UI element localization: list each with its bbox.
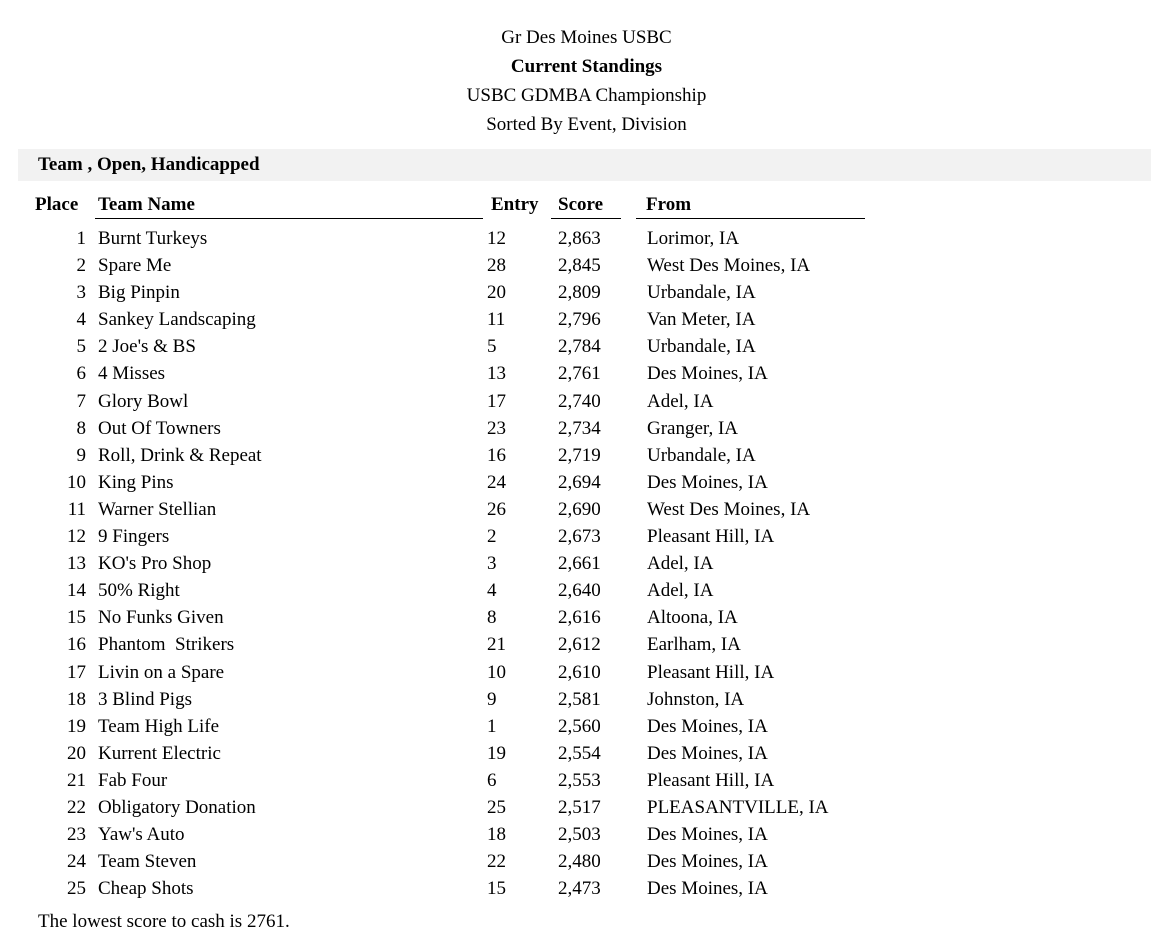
column-header-place: Place (35, 194, 79, 215)
entry-cell: 6 (487, 769, 497, 791)
table-row (0, 713, 1173, 740)
team-name-cell: Warner Stellian (98, 498, 217, 520)
place-cell: 17 (67, 661, 86, 683)
entry-cell: 5 (487, 336, 497, 358)
score-cell: 2,694 (558, 471, 601, 493)
from-cell: Des Moines, IA (647, 715, 768, 737)
table-row (0, 388, 1173, 415)
from-cell: Urbandale, IA (647, 282, 756, 304)
report-title: Current Standings (510, 56, 663, 77)
place-cell: 12 (67, 526, 86, 548)
team-name-cell: 4 Misses (98, 363, 166, 385)
standings-table (0, 225, 1173, 902)
team-name-cell: Phantom Strikers (98, 634, 235, 656)
score-cell: 2,673 (558, 526, 601, 548)
score-cell: 2,863 (558, 228, 601, 249)
score-cell: 2,690 (558, 498, 601, 520)
from-cell: Adel, IA (647, 390, 714, 412)
score-cell: 2,616 (558, 607, 601, 629)
table-row (0, 550, 1173, 577)
from-cell: Des Moines, IA (647, 878, 768, 900)
team-name-cell: KO's Pro Shop (98, 553, 212, 575)
place-cell: 21 (67, 769, 86, 791)
from-cell: PLEASANTVILLE, IA (647, 796, 829, 818)
score-cell: 2,740 (558, 390, 601, 412)
place-cell: 20 (67, 742, 86, 764)
team-name-cell: 50% Right (98, 580, 180, 602)
team-name-cell: No Funks Given (98, 607, 224, 629)
table-row (0, 333, 1173, 360)
place-cell: 11 (67, 498, 86, 520)
entry-cell: 21 (487, 634, 506, 656)
entry-cell: 18 (487, 824, 506, 846)
team-name-cell: Out Of Towners (98, 417, 221, 439)
team-name-cell: Big Pinpin (98, 282, 180, 304)
team-name-cell: Burnt Turkeys (98, 228, 208, 249)
from-cell: Des Moines, IA (647, 851, 768, 873)
from-cell: Granger, IA (647, 417, 739, 439)
table-row (0, 848, 1173, 875)
team-name-cell: Obligatory Donation (98, 796, 256, 818)
report-header (0, 23, 1173, 139)
team-name-cell: Yaw's Auto (98, 824, 185, 846)
team-name-cell: Livin on a Spare (98, 661, 225, 683)
entry-cell: 16 (487, 444, 506, 466)
score-cell: 2,809 (558, 282, 601, 304)
entry-cell: 4 (487, 580, 497, 602)
score-cell: 2,734 (558, 417, 601, 439)
from-cell: Urbandale, IA (647, 444, 756, 466)
column-header-score: Score (558, 194, 604, 215)
table-row (0, 306, 1173, 333)
place-cell: 2 (76, 255, 86, 277)
score-cell: 2,560 (558, 715, 601, 737)
tournament-name: USBC GDMBA Championship (466, 85, 707, 106)
from-underline (636, 218, 865, 219)
entry-cell: 2 (487, 526, 497, 548)
from-cell: Pleasant Hill, IA (647, 661, 775, 683)
column-header-entry: Entry (491, 194, 539, 215)
score-cell: 2,480 (558, 851, 601, 873)
from-cell: Adel, IA (647, 553, 714, 575)
team-name-cell: 2 Joe's & BS (98, 336, 196, 358)
from-cell: Des Moines, IA (647, 363, 768, 385)
team-name-cell: Glory Bowl (98, 390, 189, 412)
place-cell: 8 (76, 417, 86, 439)
table-row (0, 794, 1173, 821)
entry-cell: 11 (487, 309, 506, 331)
score-underline (551, 218, 621, 219)
place-cell: 18 (67, 688, 86, 710)
table-row (0, 442, 1173, 469)
entry-cell: 13 (487, 363, 506, 385)
place-cell: 22 (67, 796, 86, 818)
score-cell: 2,473 (558, 878, 601, 900)
footer-note: The lowest score to cash is 2761. (38, 911, 290, 932)
sort-note: Sorted By Event, Division (486, 114, 687, 135)
place-cell: 24 (67, 851, 86, 873)
from-cell: Des Moines, IA (647, 824, 768, 846)
from-cell: Pleasant Hill, IA (647, 769, 775, 791)
team-name-cell: Cheap Shots (98, 878, 194, 900)
entry-cell: 26 (487, 498, 506, 520)
score-cell: 2,610 (558, 661, 601, 683)
entry-cell: 12 (487, 228, 506, 249)
score-cell: 2,784 (558, 336, 601, 358)
column-header-team-name: Team Name (98, 194, 195, 215)
from-cell: Des Moines, IA (647, 471, 768, 493)
entry-cell: 8 (487, 607, 497, 629)
from-cell: Altoona, IA (647, 607, 738, 629)
place-cell: 9 (76, 444, 86, 466)
table-row (0, 360, 1173, 387)
score-cell: 2,761 (558, 363, 601, 385)
entry-cell: 20 (487, 282, 506, 304)
team-name-cell: 9 Fingers (98, 526, 170, 548)
team-name-cell: Roll, Drink & Repeat (98, 444, 262, 466)
org-name: Gr Des Moines USBC (501, 27, 672, 48)
table-row (0, 767, 1173, 794)
table-row (0, 875, 1173, 902)
score-cell: 2,503 (558, 824, 601, 846)
table-row (0, 252, 1173, 279)
table-row (0, 577, 1173, 604)
entry-cell: 9 (487, 688, 497, 710)
place-cell: 4 (76, 309, 86, 331)
team-name-cell: Sankey Landscaping (98, 309, 256, 331)
place-cell: 16 (67, 634, 86, 656)
table-row (0, 821, 1173, 848)
from-cell: Adel, IA (647, 580, 714, 602)
from-cell: Johnston, IA (647, 688, 745, 710)
place-cell: 3 (76, 282, 86, 304)
entry-cell: 19 (487, 742, 506, 764)
place-cell: 19 (67, 715, 86, 737)
score-cell: 2,661 (558, 553, 601, 575)
from-cell: Pleasant Hill, IA (647, 526, 775, 548)
entry-cell: 28 (487, 255, 506, 277)
table-row (0, 496, 1173, 523)
entry-cell: 25 (487, 796, 506, 818)
place-cell: 14 (67, 580, 86, 602)
entry-cell: 17 (487, 390, 506, 412)
table-row (0, 631, 1173, 658)
entry-cell: 15 (487, 878, 506, 900)
score-cell: 2,796 (558, 309, 601, 331)
column-header-from: From (646, 194, 692, 215)
place-cell: 6 (76, 363, 86, 385)
entry-cell: 3 (487, 553, 497, 575)
from-cell: Van Meter, IA (647, 309, 756, 331)
team-name-cell: Fab Four (98, 769, 168, 791)
table-row (0, 604, 1173, 631)
from-cell: West Des Moines, IA (647, 255, 811, 277)
entry-cell: 22 (487, 851, 506, 873)
table-row (0, 686, 1173, 713)
place-cell: 10 (67, 471, 86, 493)
table-row (0, 225, 1173, 252)
team-name-cell: Kurrent Electric (98, 742, 221, 764)
table-row (0, 740, 1173, 767)
score-cell: 2,845 (558, 255, 601, 277)
place-cell: 13 (67, 553, 86, 575)
team-name-cell: 3 Blind Pigs (98, 688, 192, 710)
place-cell: 1 (76, 228, 86, 249)
score-cell: 2,719 (558, 444, 601, 466)
score-cell: 2,554 (558, 742, 601, 764)
team-name-cell: Spare Me (98, 255, 172, 277)
place-cell: 25 (67, 878, 86, 900)
table-row (0, 279, 1173, 306)
table-row (0, 659, 1173, 686)
place-cell: 23 (67, 824, 86, 846)
place-cell: 5 (76, 336, 86, 358)
place-cell: 7 (76, 390, 86, 412)
table-row (0, 523, 1173, 550)
entry-cell: 23 (487, 417, 506, 439)
from-cell: Earlham, IA (647, 634, 741, 656)
from-cell: Des Moines, IA (647, 742, 768, 764)
score-cell: 2,581 (558, 688, 601, 710)
from-cell: Urbandale, IA (647, 336, 756, 358)
entry-cell: 1 (487, 715, 497, 737)
score-cell: 2,640 (558, 580, 601, 602)
entry-cell: 10 (487, 661, 506, 683)
entry-cell: 24 (487, 471, 506, 493)
score-cell: 2,517 (558, 796, 601, 818)
team-name-cell: Team Steven (98, 851, 197, 873)
from-cell: Lorimor, IA (647, 228, 740, 249)
score-cell: 2,612 (558, 634, 601, 656)
score-cell: 2,553 (558, 769, 601, 791)
table-row (0, 469, 1173, 496)
team-name-cell: King Pins (98, 471, 174, 493)
from-cell: West Des Moines, IA (647, 498, 811, 520)
section-title: Team , Open, Handicapped (38, 154, 260, 175)
table-row (0, 415, 1173, 442)
place-cell: 15 (67, 607, 86, 629)
team-name-underline (95, 218, 483, 219)
team-name-cell: Team High Life (98, 715, 220, 737)
